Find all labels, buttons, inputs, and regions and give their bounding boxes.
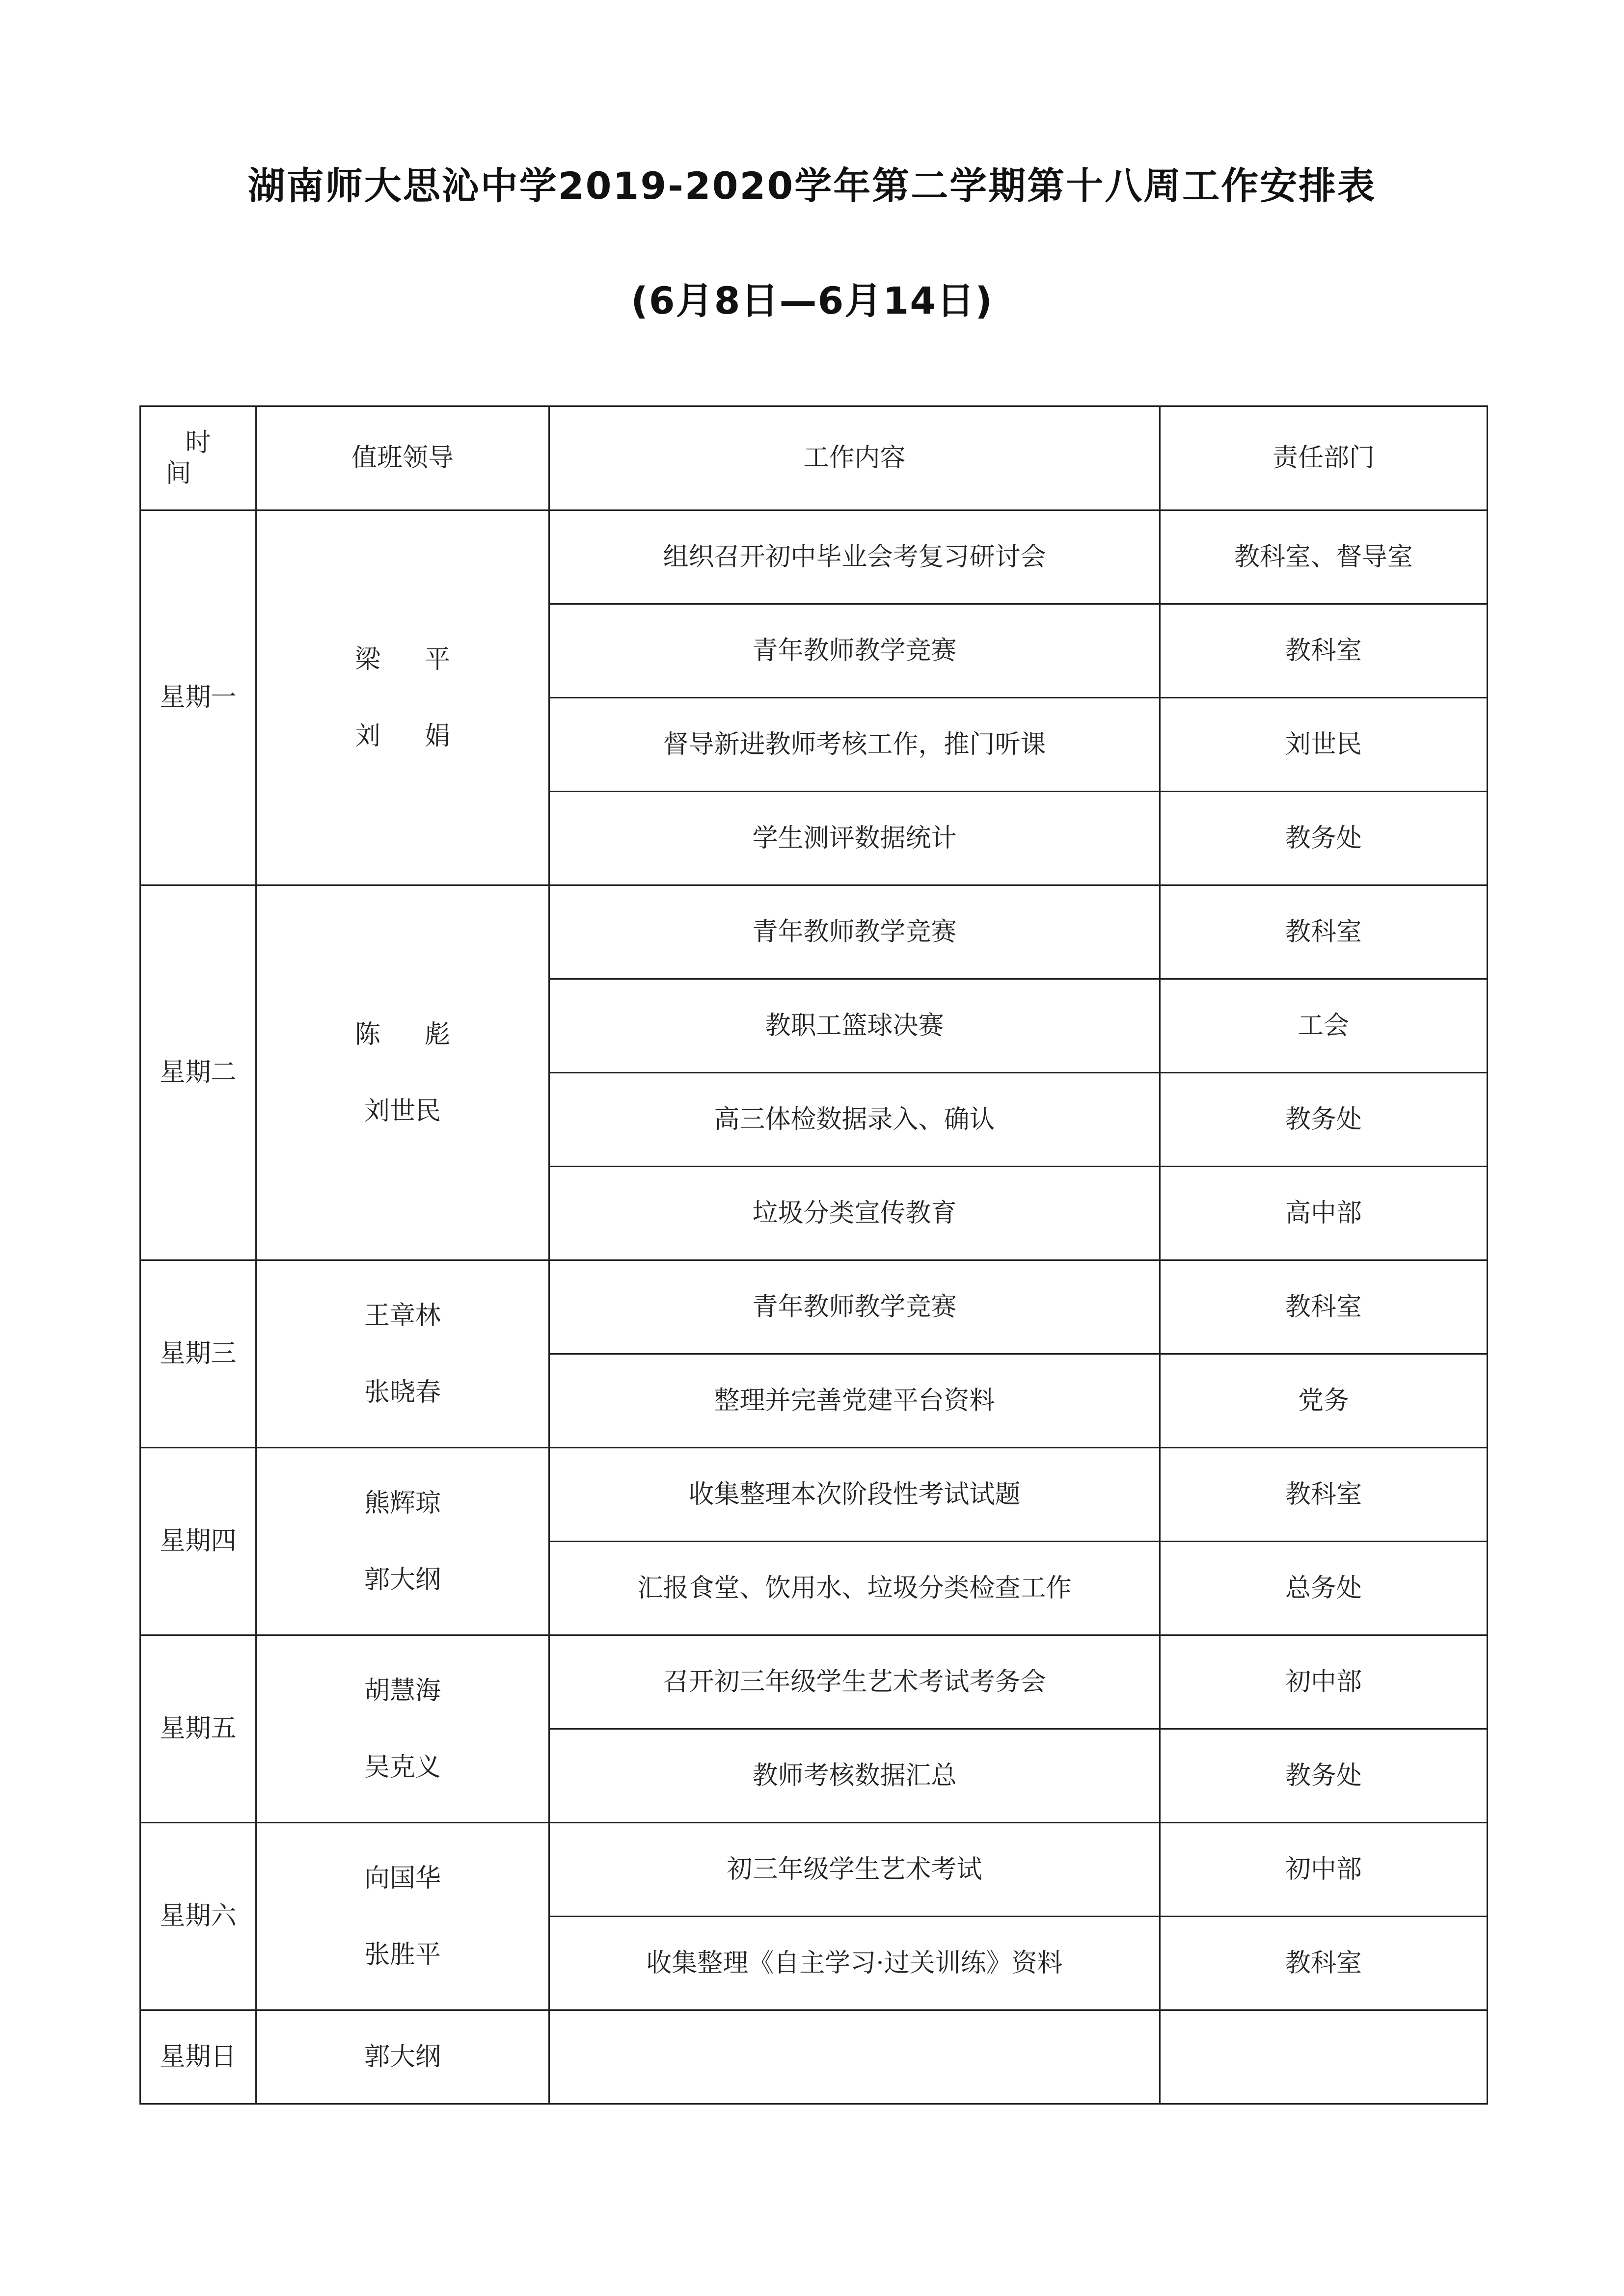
task-dept: 教科室 [1160, 604, 1488, 698]
day-cell: 星期六 [140, 1823, 256, 2010]
leader-name: 张胜平 [364, 1940, 441, 1970]
task-row [140, 1448, 1488, 1542]
task-row [140, 2010, 1488, 2104]
task-content: 督导新进教师考核工作，推门听课 [549, 698, 1160, 792]
task-content: 青年教师教学竞赛 [549, 604, 1160, 698]
leader-name: 梁平 [354, 644, 494, 674]
header-leader: 值班领导 [256, 406, 549, 510]
leader-name: 熊辉琼 [364, 1488, 441, 1518]
task-dept: 初中部 [1160, 1635, 1488, 1729]
leader-cell [256, 885, 549, 1260]
task-row [140, 1635, 1488, 1729]
leader-cell [256, 1823, 549, 2010]
task-content: 青年教师教学竞赛 [549, 885, 1160, 979]
task-dept: 教科室 [1160, 885, 1488, 979]
day-cell: 星期日 [140, 2010, 256, 2104]
header-content: 工作内容 [549, 406, 1160, 510]
task-dept: 教务处 [1160, 1729, 1488, 1823]
task-dept: 教科室 [1160, 1917, 1488, 2010]
task-dept: 高中部 [1160, 1167, 1488, 1260]
task-content: 青年教师教学竞赛 [549, 1260, 1160, 1354]
header-row [140, 406, 1488, 510]
date-range-subtitle: (6月8日—6月14日) [631, 279, 993, 322]
task-content: 组织召开初中毕业会考复习研讨会 [549, 510, 1160, 604]
leader-name: 吴克义 [364, 1752, 441, 1782]
task-row [140, 1260, 1488, 1354]
task-dept: 教科室 [1160, 1260, 1488, 1354]
task-dept: 教科室 [1160, 1448, 1488, 1542]
leader-cell [256, 1635, 549, 1823]
task-content: 高三体检数据录入、确认 [549, 1073, 1160, 1167]
leader-cell [256, 2010, 549, 2104]
day-cell: 星期一 [140, 510, 256, 885]
leader-cell [256, 510, 549, 885]
task-content: 初三年级学生艺术考试 [549, 1823, 1160, 1917]
task-dept: 教务处 [1160, 792, 1488, 885]
task-content: 收集整理本次阶段性考试试题 [549, 1448, 1160, 1542]
header-time: 时间 [140, 406, 256, 510]
task-dept: 工会 [1160, 979, 1488, 1073]
task-dept: 党务 [1160, 1354, 1488, 1448]
day-cell: 星期二 [140, 885, 256, 1260]
leader-name: 郭大纲 [364, 2042, 441, 2072]
task-dept: 教科室、督导室 [1160, 510, 1488, 604]
day-cell: 星期五 [140, 1635, 256, 1823]
task-content: 垃圾分类宣传教育 [549, 1167, 1160, 1260]
leader-cell [256, 1260, 549, 1448]
leader-name: 向国华 [364, 1863, 441, 1893]
leader-name: 刘娟 [354, 721, 494, 751]
task-content: 教师考核数据汇总 [549, 1729, 1160, 1823]
task-dept [1160, 2010, 1488, 2104]
task-content: 召开初三年级学生艺术考试考务会 [549, 1635, 1160, 1729]
leader-name: 张晓春 [364, 1377, 441, 1407]
leader-name: 陈彪 [354, 1019, 494, 1049]
task-content: 收集整理《自主学习·过关训练》资料 [549, 1917, 1160, 2010]
task-dept: 初中部 [1160, 1823, 1488, 1917]
header-dept: 责任部门 [1160, 406, 1488, 510]
schedule-table [139, 405, 1488, 2105]
day-cell: 星期三 [140, 1260, 256, 1448]
leader-cell [256, 1448, 549, 1635]
task-dept: 总务处 [1160, 1542, 1488, 1635]
task-dept: 教务处 [1160, 1073, 1488, 1167]
task-row [140, 885, 1488, 979]
document-title: 湖南师大思沁中学2019-2020学年第二学期第十八周工作安排表 [247, 164, 1377, 208]
day-cell: 星期四 [140, 1448, 256, 1635]
leader-name: 郭大纲 [364, 1565, 441, 1595]
task-content: 教职工篮球决赛 [549, 979, 1160, 1073]
task-content: 汇报食堂、饮用水、垃圾分类检查工作 [549, 1542, 1160, 1635]
task-dept: 刘世民 [1160, 698, 1488, 792]
task-content: 学生测评数据统计 [549, 792, 1160, 885]
leader-name: 王章林 [364, 1301, 441, 1331]
leader-name: 刘世民 [364, 1096, 441, 1126]
task-row [140, 1823, 1488, 1917]
task-content: 整理并完善党建平台资料 [549, 1354, 1160, 1448]
task-content [549, 2010, 1160, 2104]
task-row [140, 510, 1488, 604]
leader-name: 胡慧海 [364, 1676, 441, 1706]
